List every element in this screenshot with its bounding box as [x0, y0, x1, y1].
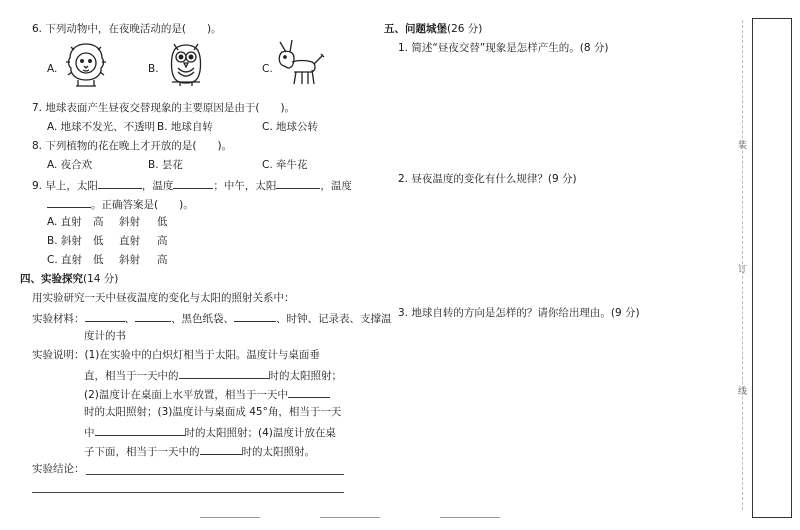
materials-blank-3[interactable]: [234, 310, 276, 322]
q9-blank-3[interactable]: [276, 177, 320, 189]
q8-stem: 8. 下列植物的花在晚上才开放的是( )。: [32, 140, 233, 152]
explain-blank-1[interactable]: [179, 367, 269, 379]
q6-stem: 6. 下列动物中，在夜晚活动的是( )。: [32, 23, 222, 35]
materials-line2: 度计的书: [84, 330, 126, 342]
q8-option-c: C. 牵牛花: [262, 159, 308, 171]
materials-blank-2[interactable]: [135, 310, 171, 322]
q9-option-b: B. 斜射 低 直射 高: [47, 235, 168, 247]
q9-stem-line1: 9. 早上，太阳 ，温度 ；中午，太阳 ，温度: [32, 177, 352, 193]
explain-blank-4[interactable]: [200, 443, 242, 455]
binding-char-2: 订: [738, 265, 748, 275]
binding-char-1: 装: [738, 141, 748, 151]
q8-option-b: B. 昙花: [148, 159, 183, 171]
explain-line2: 直，相当于一天中的 时的太阳照射；: [84, 367, 342, 383]
explain-line5: 中 时的太阳照射；(4)温度计放在桌: [84, 424, 336, 440]
q6-option-b-label: B.: [148, 63, 159, 75]
explain-line6: 子下面，相当于一天中的 时的太阳照射。: [84, 443, 315, 459]
donkey-icon: [272, 38, 326, 86]
q9-option-a: A. 直射 高 斜射 低: [47, 216, 168, 228]
binding-frame: [752, 18, 792, 518]
explain-line1: 实验说明：(1)在实验中的白炽灯相当于太阳。温度计与桌面垂: [32, 349, 320, 361]
conclusion-label: 实验结论：: [32, 463, 85, 475]
conclusion-line-2[interactable]: [32, 492, 344, 493]
q9-blank-4[interactable]: [47, 196, 91, 208]
section5-heading: 五、问题城堡(26 分): [384, 23, 483, 35]
q8-option-a: A. 夜合欢: [47, 159, 93, 171]
footer-mark-3: [440, 517, 500, 518]
q7-option-b: B. 地球自转: [157, 121, 213, 133]
q9-blank-2[interactable]: [173, 177, 213, 189]
explain-blank-2[interactable]: [288, 386, 330, 398]
footer-mark-1: [200, 517, 260, 518]
section5-q2: 2. 昼夜温度的变化有什么规律？(9 分): [398, 173, 577, 185]
explain-line3: (2)温度计在桌面上水平放置，相当于一天中: [84, 386, 330, 402]
section4-intro: 用实验研究一天中昼夜温度的变化与太阳的照射关系中：: [32, 292, 295, 304]
q7-option-c: C. 地球公转: [262, 121, 319, 133]
q6-option-a-label: A.: [47, 63, 58, 75]
q9-option-c: C. 直射 低 斜射 高: [47, 254, 168, 266]
section5-q1: 1. 简述“昼夜交替”现象是怎样产生的。(8 分): [398, 42, 609, 54]
materials-blank-1[interactable]: [85, 310, 125, 322]
owl-icon: [162, 38, 210, 86]
q9-stem-line2: 。正确答案是( )。: [47, 196, 194, 212]
section5-q3: 3. 地球自转的方向是怎样的？请你给出理由。(9 分): [398, 307, 640, 319]
conclusion-line-1[interactable]: [86, 474, 344, 475]
explain-line4: 时的太阳照射；(3)温度计与桌面成 45°角，相当于一天: [84, 406, 342, 418]
explain-blank-3[interactable]: [95, 424, 185, 436]
q7-stem: 7. 地球表面产生昼夜交替现象的主要原因是由于( )。: [32, 102, 296, 114]
materials-line1: 实验材料： 、 、黑色纸袋、 、时钟、记录表、支撑温: [32, 310, 392, 326]
q6-option-c-label: C.: [262, 63, 273, 75]
lion-icon: [62, 40, 110, 88]
footer-mark-2: [320, 517, 380, 518]
binding-char-3: 线: [738, 387, 748, 397]
q9-blank-1[interactable]: [98, 177, 142, 189]
q7-option-a: A. 地球不发光、不透明: [47, 121, 156, 133]
section4-heading: 四、实验探究(14 分): [20, 273, 119, 285]
